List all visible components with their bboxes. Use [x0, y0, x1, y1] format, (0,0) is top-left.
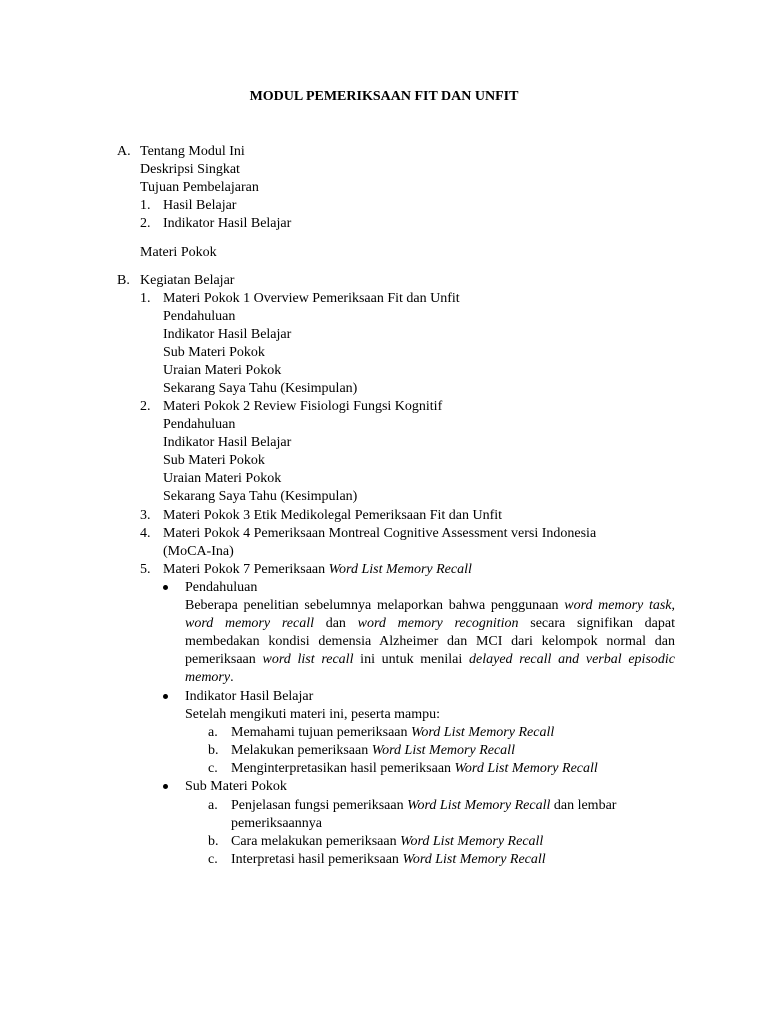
list-number: 2.: [140, 399, 151, 414]
sub-line: Indikator Hasil Belajar: [163, 435, 292, 450]
list-letter: b.: [208, 743, 219, 758]
section-a-line: Tujuan Pembelajaran: [140, 180, 259, 195]
list-number: 5.: [140, 562, 151, 577]
sub-line: Pendahuluan: [163, 309, 236, 324]
list-item: Hasil Belajar: [163, 198, 237, 213]
submateri-item: Interpretasi hasil pemeriksaan Word List Memory Recall: [231, 852, 546, 867]
list-number: 1.: [140, 291, 151, 306]
section-b-label: B.: [117, 273, 130, 288]
sub-line: Uraian Materi Pokok: [163, 471, 282, 486]
indikator-intro: Setelah mengikuti materi ini, peserta mampu:: [185, 707, 441, 722]
sub-line: Uraian Materi Pokok: [163, 363, 282, 378]
sub-line: Sekarang Saya Tahu (Kesimpulan): [163, 381, 358, 396]
indikator-item: Melakukan pemeriksaan Word List Memory Recall: [231, 743, 515, 758]
section-b-heading: Kegiatan Belajar: [140, 273, 235, 288]
submateri-item-cont: pemeriksaannya: [231, 816, 322, 831]
materi-pokok-4-title: Materi Pokok 4 Pemeriksaan Montreal Cognitive Assessment versi Indonesia: [163, 526, 597, 541]
sub-line: Sub Materi Pokok: [163, 453, 265, 468]
indikator-item: Menginterpretasikan hasil pemeriksaan Word List Memory Recall: [231, 761, 598, 776]
list-letter: b.: [208, 834, 219, 849]
section-a-heading: Tentang Modul Ini: [140, 144, 245, 159]
materi-pokok-3-title: Materi Pokok 3 Etik Medikolegal Pemeriksaan Fit dan Unfit: [163, 508, 503, 523]
sub-line: Indikator Hasil Belajar: [163, 327, 292, 342]
list-letter: a.: [208, 725, 218, 740]
sub-line: Sekarang Saya Tahu (Kesimpulan): [163, 489, 358, 504]
sub-line: Sub Materi Pokok: [163, 345, 265, 360]
bullet-icon: [163, 585, 168, 590]
document-title: MODUL PEMERIKSAAN FIT DAN UNFIT: [249, 89, 519, 104]
list-number: 1.: [140, 198, 151, 213]
submateri-heading: Sub Materi Pokok: [185, 779, 287, 794]
list-letter: a.: [208, 798, 218, 813]
list-number: 2.: [140, 216, 151, 231]
bullet-icon: [163, 694, 168, 699]
materi-pokok-4-title-cont: (MoCA-Ina): [163, 544, 234, 559]
list-item: Indikator Hasil Belajar: [163, 216, 292, 231]
section-a-line: Deskripsi Singkat: [140, 162, 240, 177]
list-number: 4.: [140, 526, 151, 541]
list-letter: c.: [208, 852, 218, 867]
pendahuluan-heading: Pendahuluan: [185, 580, 258, 595]
list-number: 3.: [140, 508, 151, 523]
materi-pokok-line: Materi Pokok: [140, 245, 217, 260]
sub-line: Pendahuluan: [163, 417, 236, 432]
list-letter: c.: [208, 761, 218, 776]
materi-pokok-2-title: Materi Pokok 2 Review Fisiologi Fungsi Kognitif: [163, 399, 443, 414]
materi-pokok-5-title: Materi Pokok 7 Pemeriksaan Word List Memory Recall: [163, 562, 472, 577]
pendahuluan-paragraph: Beberapa penelitian sebelumnya melaporkan bahwa penggunaan word memory task, word memory recall dan word memory recognition secara signifikan dapat membedakan kondisi demensia Alzheimer dan MCI dari kelompok normal dan pemeriksaan word list recall ini untuk menilai delayed recall and verbal episodic memory.: [185, 598, 676, 685]
indikator-heading: Indikator Hasil Belajar: [185, 689, 314, 704]
submateri-item: Penjelasan fungsi pemeriksaan Word List Memory Recall dan lembar: [231, 798, 617, 813]
bullet-icon: [163, 784, 168, 789]
materi-pokok-1-title: Materi Pokok 1 Overview Pemeriksaan Fit dan Unfit: [163, 291, 460, 306]
indikator-item: Memahami tujuan pemeriksaan Word List Memory Recall: [231, 725, 555, 740]
submateri-item: Cara melakukan pemeriksaan Word List Memory Recall: [231, 834, 544, 849]
section-a-label: A.: [117, 144, 131, 159]
